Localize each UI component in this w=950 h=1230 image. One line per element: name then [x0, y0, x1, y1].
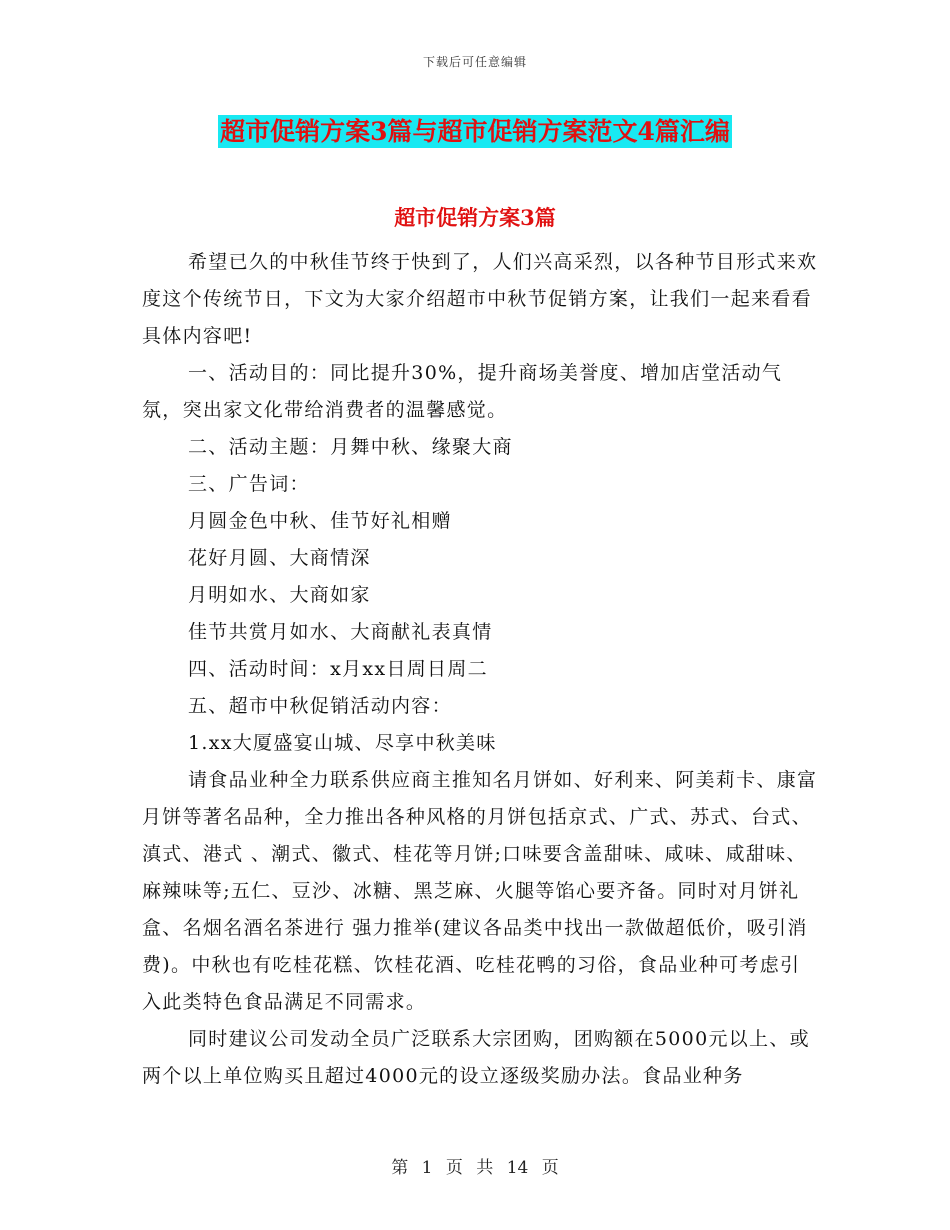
section-title: 超市促销方案3篇	[394, 205, 556, 230]
document-body	[142, 244, 818, 1095]
header-note: 下载后可任意编辑	[422, 55, 527, 69]
paragraph-item-1: 1.xx大厦盛宴山城、尽享中秋美味	[188, 732, 497, 754]
page-label-prefix: 第	[391, 1158, 409, 1178]
ad-slogan: 月圆金色中秋、佳节好礼相赠	[188, 510, 452, 532]
document-title-text: 超市促销方案3篇与超市促销方案范文4篇汇编	[220, 117, 730, 146]
ad-slogan: 花好月圆、大商情深	[188, 547, 371, 569]
paragraph-intro: 希望已久的中秋佳节终于快到了，人们兴高采烈，以各种节目形式来欢度这个传统节日，下文为大家介绍超市中秋节促销方案，让我们一起来看看具体内容吧!	[142, 251, 818, 347]
paragraph-mooncake-detail: 请食品业种全力联系供应商主推知名月饼如、好利来、阿美莉卡、康富月饼等著名品种，全力推出各种风格的月饼包括京式、广式、苏式、台式、滇式、港式 、潮式、徽式、桂花等月饼;口味要含盖甜味、咸味、咸甜味、麻辣味等;五仁、豆沙、冰糖、黑芝麻、火腿等馅心要齐备。同时对月饼礼盒、名烟名酒名茶进行 强力推举(建议各品类中找出一款做超低价，吸引消费)。中秋也有吃桂花糕、饮桂花酒、吃桂花鸭的习俗，食品业种可考虑引入此类特色食品满足不同需求。	[142, 769, 818, 1013]
paragraph-activity-time: 四、活动时间：x月xx日周日周二	[188, 658, 488, 680]
paragraph-activity-goal: 一、活动目的：同比提升30%，提升商场美誉度、增加店堂活动气氛，突出家文化带给消费者的温馨感觉。	[142, 362, 783, 421]
total-suffix: 页	[541, 1158, 559, 1178]
ad-slogan: 佳节共赏月如水、大商献礼表真情	[188, 621, 493, 643]
total-pages: 14	[506, 1158, 529, 1178]
page-number: 1	[421, 1158, 433, 1178]
total-prefix: 共	[476, 1158, 494, 1178]
page-label-mid: 页	[445, 1158, 463, 1178]
paragraph-activity-content: 五、超市中秋促销活动内容：	[188, 695, 452, 717]
document-title	[0, 112, 950, 148]
paragraph-group-purchase: 同时建议公司发动全员广泛联系大宗团购，团购额在5000元以上、或两个以上单位购买且超过4000元的设立逐级奖励办法。食品业种务	[142, 1028, 810, 1087]
paragraph-ad-heading: 三、广告词：	[188, 473, 310, 495]
page-footer	[0, 1153, 950, 1178]
paragraph-activity-theme: 二、活动主题：月舞中秋、缘聚大商	[188, 436, 513, 458]
ad-slogan: 月明如水、大商如家	[188, 584, 371, 606]
